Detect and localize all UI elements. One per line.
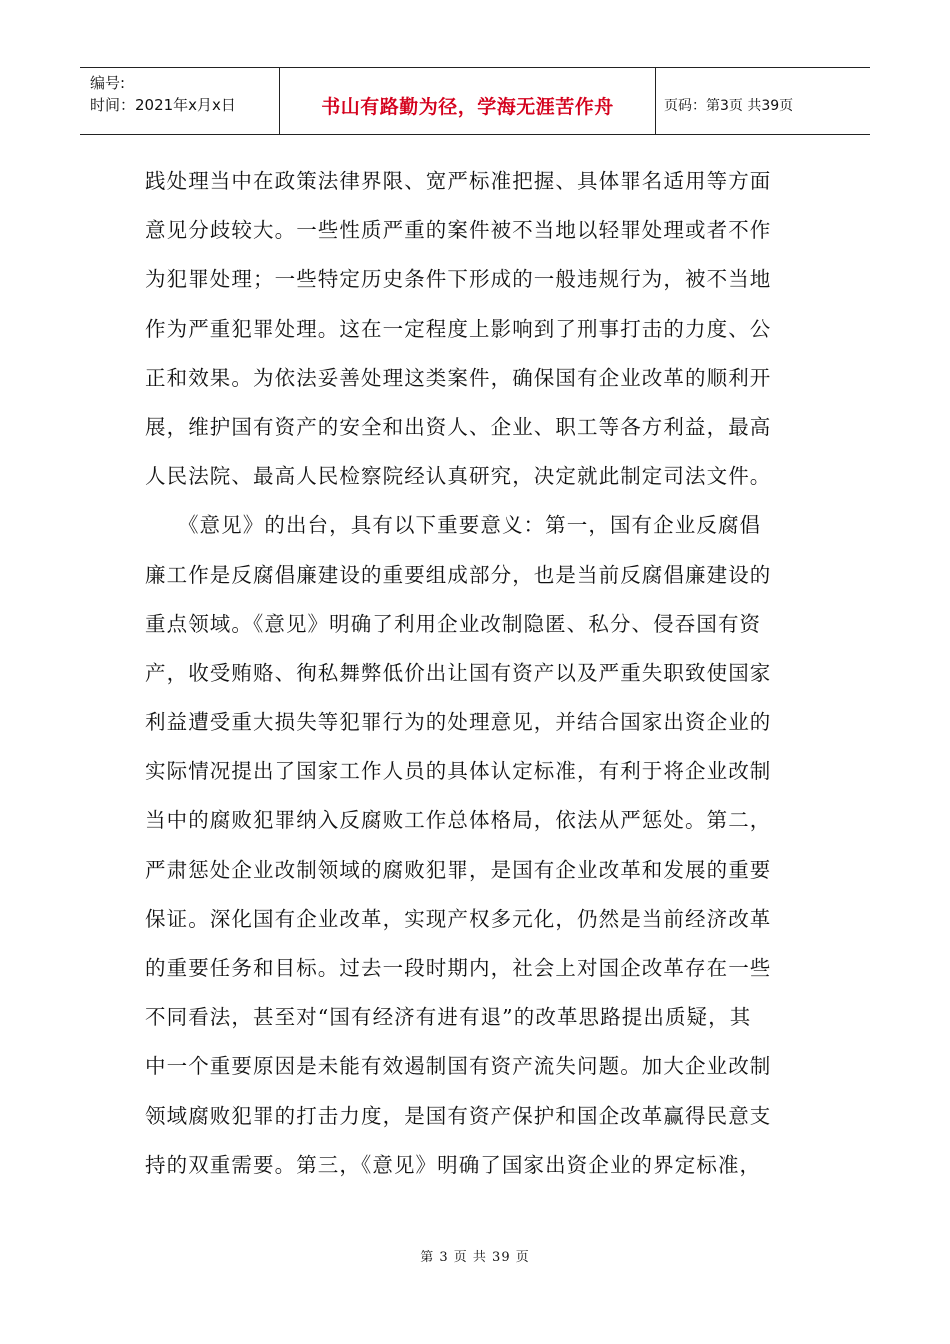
- body-line: 廉工作是反腐倡廉建设的重要组成部分，也是当前反腐倡廉建设的: [145, 562, 772, 587]
- body-line: 利益遭受重大损失等犯罪行为的处理意见，并结合国家出资企业的: [145, 710, 772, 735]
- body-line: 展，维护国有资产的安全和出资人、企业、职工等各方利益，最高: [145, 414, 772, 439]
- body-line: 产，收受贿赂、徇私舞弊低价出让国有资产以及严重失职致使国家: [145, 660, 772, 685]
- body-line: 实际情况提出了国家工作人员的具体认定标准，有利于将企业改制: [145, 759, 772, 784]
- body-line: 当中的腐败犯罪纳入反腐败工作总体格局，依法从严惩处。第二，: [145, 808, 772, 833]
- body-line: 正和效果。为依法妥善处理这类案件，确保国有企业改革的顺利开: [145, 365, 772, 390]
- body-line: 为犯罪处理；一些特定历史条件下形成的一般违规行为，被不当地: [145, 267, 772, 292]
- body-line: 意见分歧较大。一些性质严重的案件被不当地以轻罪处理或者不作: [145, 218, 772, 243]
- page-footer: 第 3 页 共 39 页: [420, 1250, 530, 1265]
- body-line: 领域腐败犯罪的打击力度，是国有资产保护和国企改革赢得民意支: [145, 1103, 772, 1128]
- document-time-label: 时间：2021年x月x日: [90, 96, 236, 114]
- page-header: [80, 67, 870, 135]
- body-line: 重点领域。《意见》明确了利用企业改制隐匿、私分、侵吞国有资: [145, 611, 762, 636]
- body-line: 不同看法，甚至对“国有经济有进有退”的改革思路提出质疑，其: [145, 1005, 752, 1030]
- header-motto: 书山有路勤为径，学海无涯苦作舟: [280, 68, 656, 134]
- body-line: 《意见》的出台，具有以下重要意义：第一，国有企业反腐倡: [145, 513, 762, 538]
- body-line: 持的双重需要。第三，《意见》明确了国家出资企业的界定标准，: [145, 1152, 762, 1177]
- body-line: 人民法院、最高人民检察院经认真研究，决定就此制定司法文件。: [145, 464, 772, 489]
- body-line: 的重要任务和目标。过去一段时期内，社会上对国企改革存在一些: [145, 956, 772, 980]
- body-line: 践处理当中在政策法律界限、宽严标准把握、具体罪名适用等方面: [145, 169, 772, 193]
- document-body: [145, 157, 805, 1190]
- header-meta: [80, 68, 280, 134]
- body-line: 作为严重犯罪处理。这在一定程度上影响到了刑事打击的力度、公: [145, 316, 772, 341]
- body-line: 中一个重要原因是未能有效遏制国有资产流失问题。加大企业改制: [145, 1054, 772, 1079]
- document-number-label: 编号:: [90, 74, 126, 92]
- header-page-info: 页码：第3页 共39页: [664, 98, 794, 114]
- body-line: 保证。深化国有企业改革，实现产权多元化，仍然是当前经济改革: [145, 906, 772, 931]
- body-line: 严肃惩处企业改制领域的腐败犯罪，是国有企业改革和发展的重要: [145, 857, 772, 882]
